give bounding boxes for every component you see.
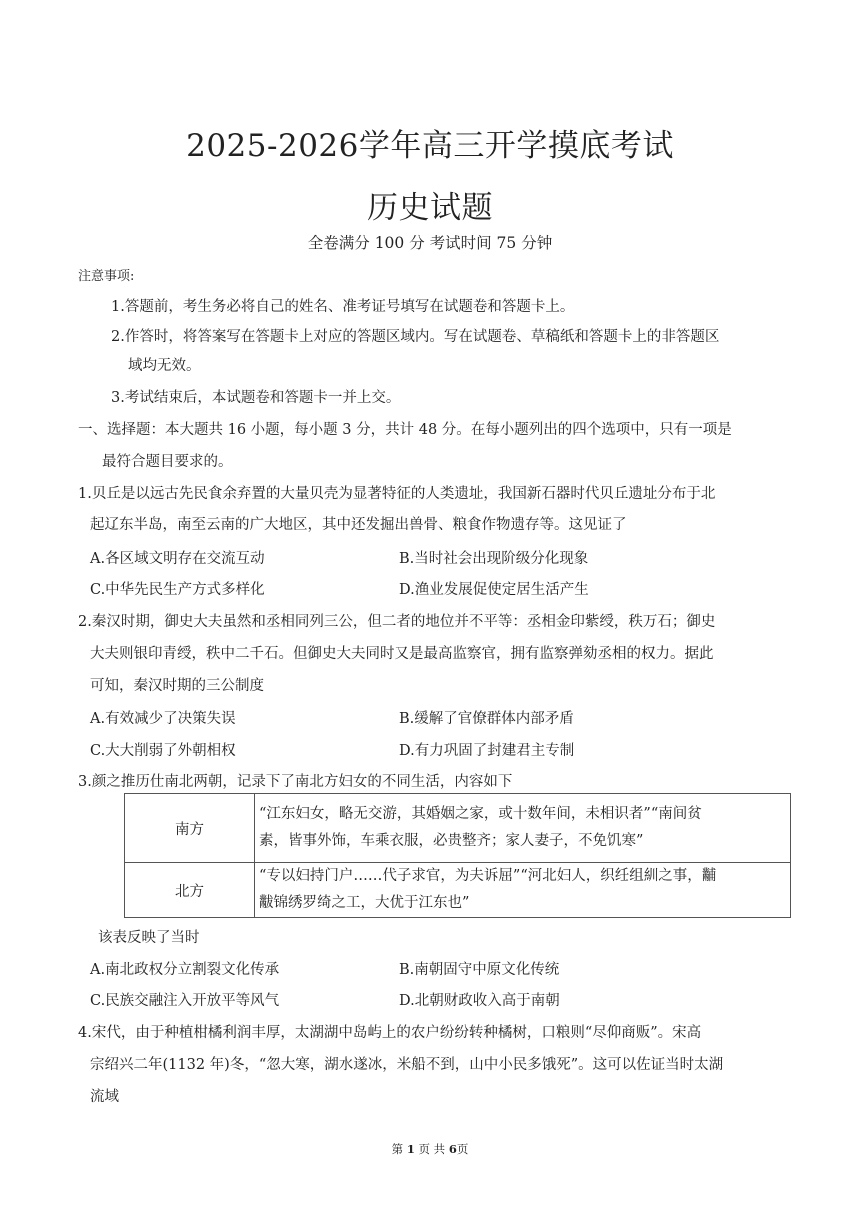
note-item: 2.作答时，将答案写在答题卡上对应的答题区域内。写在试题卷、草稿纸和答题卡上的非答题区: [111, 329, 720, 345]
table-cell-text: [255, 794, 791, 863]
subject-title: 历史试题: [367, 190, 493, 226]
cell-line: “专以妇持门户……代子求官，为夫诉屈”“河北妇人，织纴组紃之事，黼: [259, 868, 717, 884]
option-a: A.南北政权分立割裂文化传承: [90, 962, 280, 978]
question-after-text: 该表反映了当时: [98, 930, 200, 946]
option-b: B.缓解了官僚群体内部矛盾: [399, 711, 574, 727]
page-total: 6: [448, 1142, 457, 1156]
table-cell-label: 北方: [125, 863, 255, 918]
comparison-table: [124, 793, 791, 918]
option-d: D.渔业发展促使定居生活产生: [399, 582, 589, 598]
footer-text: 页 共: [418, 1142, 446, 1156]
option-a: A.各区域文明存在交流互动: [90, 551, 265, 567]
question-stem: 起辽东半岛，南至云南的广大地区，其中还发掘出兽骨、粮食作物遗存等。这见证了: [90, 517, 627, 533]
exam-info: 全卷满分 100 分 考试时间 75 分钟: [307, 234, 553, 252]
table-cell-text: [255, 863, 791, 918]
exam-title: 2025-2026学年高三开学摸底考试: [186, 128, 674, 164]
question-stem: 4.宋代，由于种植柑橘利润丰厚，太湖湖中岛屿上的农户纷纷转种橘树，口粮则“尽仰商贩”。宋高: [78, 1025, 702, 1041]
notes-heading: 注意事项:: [78, 269, 135, 284]
option-b: B.当时社会出现阶级分化现象: [399, 551, 589, 567]
table-row: [125, 794, 791, 863]
option-d: D.有力巩固了封建君主专制: [399, 743, 575, 759]
option-b: B.南朝固守中原文化传统: [399, 962, 560, 978]
table-cell-label: 南方: [125, 794, 255, 863]
question-stem: 2.秦汉时期，御史大夫虽然和丞相同列三公，但二者的地位并不平等：丞相金印紫绶，秩万石；御史: [78, 614, 716, 630]
cell-line: “江东妇女，略无交游，其婚姻之家，或十数年间，未相识者”“南间贫: [259, 806, 702, 822]
question-stem: 宗绍兴二年(1132 年)冬，“忽大寒，湖水遂冰，米船不到，山中小民多饿死”。这可以佐证当时太湖: [90, 1057, 724, 1073]
option-c: C.中华先民生产方式多样化: [90, 582, 265, 598]
note-item: 域均无效。: [128, 358, 201, 374]
question-stem: 流域: [90, 1089, 119, 1105]
option-d: D.北朝财政收入高于南朝: [399, 993, 560, 1009]
table-row: [125, 863, 791, 918]
question-stem: 1.贝丘是以远古先民食余弃置的大量贝壳为显著特征的人类遗址，我国新石器时代贝丘遗址分布于北: [78, 486, 716, 502]
option-a: A.有效减少了决策失误: [90, 711, 236, 727]
question-stem: 可知，秦汉时期的三公制度: [90, 678, 264, 694]
page-number: 1: [406, 1142, 415, 1156]
page-footer: [0, 1141, 860, 1157]
section-heading: 一、选择题：本大题共 16 小题，每小题 3 分，共计 48 分。在每小题列出的四个选项中，只有一项是: [78, 422, 732, 438]
note-item: 3.考试结束后，本试题卷和答题卡一并上交。: [111, 390, 401, 406]
question-stem: 3.颜之推历仕南北两朝，记录下了南北方妇女的不同生活，内容如下: [78, 774, 513, 790]
footer-text: 第: [391, 1142, 404, 1156]
note-item: 1.答题前，考生务必将自己的姓名、准考证号填写在试题卷和答题卡上。: [111, 299, 575, 315]
cell-line: 黻锦绣罗绮之工，大优于江东也”: [259, 895, 470, 911]
option-c: C.民族交融注入开放平等风气: [90, 993, 280, 1009]
section-heading-cont: 最符合题目要求的。: [102, 454, 233, 470]
option-c: C.大大削弱了外朝相权: [90, 743, 236, 759]
footer-text: 页: [456, 1142, 469, 1156]
question-stem: 大夫则银印青绶，秩中二千石。但御史大夫同时又是最高监察官，拥有监察弹劾丞相的权力。据此: [90, 646, 714, 662]
cell-line: 素，皆事外饰，车乘衣服，必贵整齐；家人妻子，不免饥寒”: [259, 833, 644, 849]
